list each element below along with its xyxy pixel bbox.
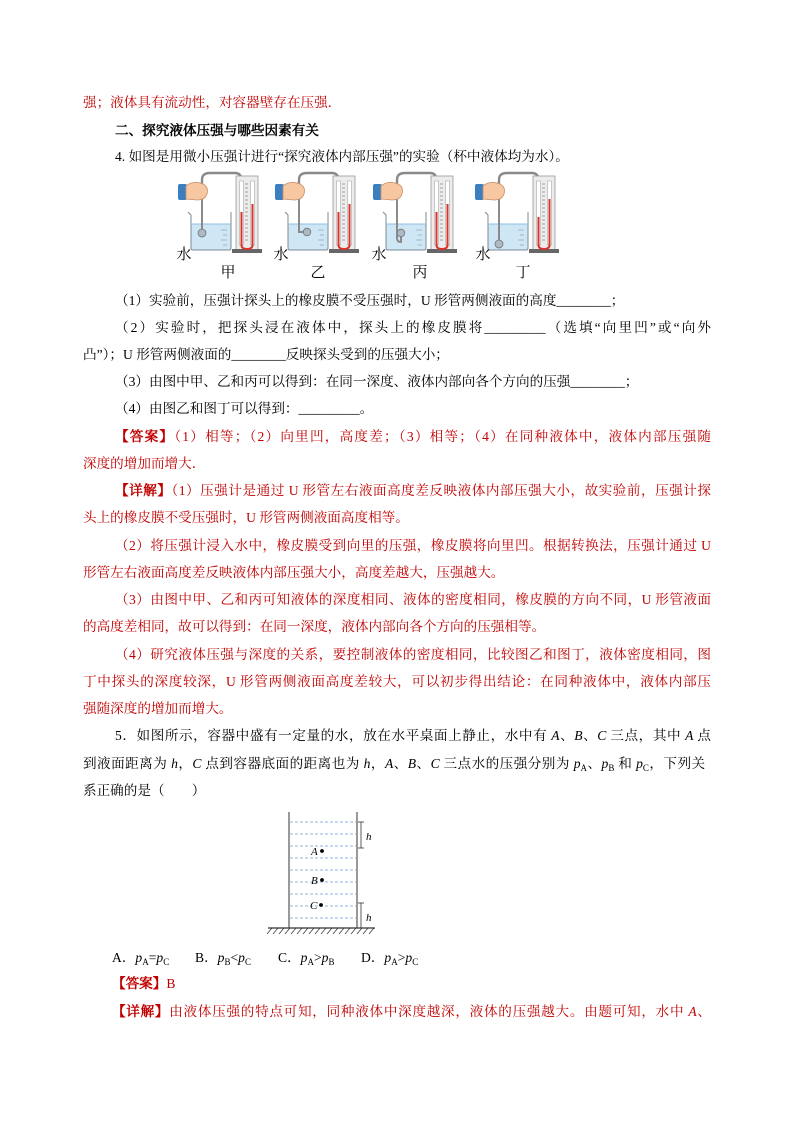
option-d: D．$p_A>p_C$: [361, 950, 419, 967]
stem-text: 、: [587, 756, 602, 771]
answer-text: （1）相等；（2）向里凹，高度差；（3）相等；（4）在同种液体中，液体内部压强随: [174, 429, 711, 444]
table-surface: [267, 928, 375, 934]
point-a: A: [685, 728, 694, 743]
stem-text: 、: [559, 728, 575, 743]
point-a-label: A: [311, 846, 318, 858]
stem-text: 三点，其中: [606, 728, 686, 743]
rubber-tube: [299, 173, 339, 192]
q4-explanation-p4-line-2: 丁中探头的深度较深，U 形管两侧液面高度差较大，可以初步得出结论：在同种液体中，液体内部压: [83, 674, 711, 689]
point-b: B: [574, 728, 583, 743]
caption-bing: 丙: [412, 265, 428, 281]
q4-part-2-line-1: （2）实验时，把探头浸在液体中，探头上的橡皮膜将_________（选填“向里凹”或“向外: [115, 320, 711, 335]
apparatus-yi: [273, 173, 359, 281]
u-tube-manometer: [329, 176, 359, 253]
depth-label-bottom: h: [366, 912, 372, 924]
depth-label-top: h: [366, 831, 372, 843]
caption-jia: 甲: [220, 265, 236, 281]
u-tube-manometer: [232, 176, 262, 253]
q4-answer-line-1: [115, 427, 711, 447]
q4-explanation-p3-line-1: （3）由图中甲、乙和丙可知液体的深度相同、液体的密度相同，橡皮膜的方向不同，U 形管液面: [115, 592, 711, 607]
apparatus-bing: [371, 173, 457, 281]
stem-text: 和: [614, 756, 637, 771]
q4-part-1: （1）实验前，压强计探头上的橡皮膜不受压强时，U 形管两侧液面的高度________；: [115, 293, 625, 308]
stem-text: 、: [416, 756, 431, 771]
point-a: A: [688, 1004, 697, 1019]
q4-explanation-p4-line-1: （4）研究液体压强与深度的关系，要控制液体的密度相同，比较图乙和图丁，液体密度相同，图: [115, 647, 711, 662]
rubber-tube: [397, 173, 437, 192]
depth-h: h: [171, 756, 178, 771]
q5-options: [112, 948, 712, 968]
q5-figure: [260, 805, 382, 939]
stem-text: 点: [693, 728, 711, 743]
probe: [397, 229, 405, 237]
q4-answer-line-2: 深度的增加而增大．: [83, 456, 206, 471]
q4-explanation-p4-line-3: 强随深度的增加而增大。: [83, 701, 233, 716]
stem-text: 5．如图所示，容器中盛有一定量的水，放在水平桌面上静止，水中有: [115, 728, 552, 743]
hand-icon: [475, 182, 505, 200]
pressure-subscript: C: [642, 763, 649, 773]
stem-text: 、: [393, 756, 408, 771]
caption-yi: 乙: [310, 265, 326, 281]
rubber-tube: [202, 173, 242, 192]
pressure-symbol: p: [601, 756, 609, 771]
point-b-label: B: [311, 875, 318, 887]
explanation-tag: 【详解】: [112, 1004, 170, 1019]
point-c: C: [430, 756, 440, 771]
u-tube-manometer: [427, 176, 457, 253]
answer-tag: 【答案】: [112, 976, 167, 991]
beaker: [485, 212, 528, 250]
q4-part-2-line-2: 凸”）；U 形管两侧液面的________反映探头受到的压强大小；: [83, 347, 449, 362]
stem-text: ，: [370, 756, 385, 771]
pressure-symbol: p: [573, 756, 581, 771]
section-heading: 二、探究液体压强与哪些因素有关: [115, 123, 319, 138]
water: [488, 224, 528, 250]
option-b: B．$p_B<p_C$: [195, 950, 251, 967]
explanation-text: 、: [696, 1004, 712, 1019]
probe: [303, 228, 311, 236]
answer-tag: 【答案】: [115, 429, 175, 444]
q5-explanation-line-1: [112, 1002, 711, 1022]
option-c: C．$p_A>p_B$: [278, 950, 335, 967]
q4-explanation-p2-line-2: 形管左右液面高度差反映液体内部压强大小，高度差越大，压强越大。: [83, 565, 505, 580]
water: [191, 224, 231, 250]
depth-dimension-bottom: [358, 903, 364, 928]
explanation-text: （1）压强计是通过 U 形管左右液面高度差反映液体内部压强大小，故实验前，压强计探: [171, 483, 712, 498]
hand-icon: [178, 182, 208, 200]
q4-explanation-p2-line-1: （2）将压强计浸入水中，橡皮膜受到向里的压强，橡皮膜将向里凹。根据转换法，压强计通过 U: [115, 538, 711, 553]
liquid-label: 水: [475, 247, 491, 263]
q5-stem-line-1: [115, 726, 711, 746]
apparatus-ding: [475, 173, 559, 281]
stem-text: 点到容器底面的距离也为: [201, 756, 364, 771]
q4-part-4: （4）由图乙和图丁可以得到：_________。: [115, 401, 374, 416]
u-tube-manometer: [529, 176, 559, 253]
point-c: C: [192, 756, 202, 771]
point-a: A: [384, 756, 394, 771]
stem-text: ，下列关: [648, 756, 706, 771]
q5-answer: [112, 974, 412, 994]
caption-ding: 丁: [515, 265, 531, 281]
point-b-dot: [320, 878, 324, 882]
option-a: A．$p_A=p_C$: [112, 950, 170, 967]
q5-stem-line-2: [83, 754, 705, 774]
q5-stem-line-3: 系正确的是（ ）: [83, 783, 206, 798]
q4-figure: [175, 172, 567, 284]
water: [288, 224, 328, 250]
depth-h: h: [363, 756, 371, 771]
pressure-subscript: A: [580, 763, 588, 773]
q4-explanation-p1-line-2: 头上的橡皮膜不受压强时，U 形管两侧液面高度相等。: [83, 510, 409, 525]
q4-explanation-p3-line-2: 的高度差相同，故可以得到：在同一深度，液体内部向各个方向的压强相等。: [83, 619, 546, 634]
q4-stem: 4. 如图是用微小压强计进行“探究液体内部压强”的实验（杯中液体均为水）。: [115, 149, 569, 164]
point-a: A: [551, 728, 560, 743]
q4-explanation-p1-line-1: [115, 481, 711, 501]
q4-part-3: （3）由图中甲、乙和丙可以得到：在同一深度、液体内部向各个方向的压强________；: [115, 374, 639, 389]
pressure-symbol: p: [636, 756, 643, 771]
stem-text: 、: [582, 728, 598, 743]
previous-answer-tail: 强；液体具有流动性，对容器壁存在压强．: [83, 95, 342, 110]
point-b: B: [407, 756, 417, 771]
point-a-dot: [320, 849, 324, 853]
rubber-tube: [499, 173, 539, 192]
water: [386, 224, 426, 250]
pressure-subscript: B: [608, 763, 615, 773]
probe: [198, 229, 206, 237]
explanation-tag: 【详解】: [115, 483, 172, 498]
answer-value: B: [166, 976, 176, 991]
water-lines: [290, 822, 356, 918]
hand-icon: [373, 182, 403, 200]
apparatus-jia: [176, 173, 262, 281]
stem-text: 到液面距离为: [83, 756, 172, 771]
liquid-label: 水: [371, 247, 387, 263]
stem-text: 三点水的压强分别为: [439, 756, 574, 771]
depth-dimension-top: [358, 822, 364, 848]
point-c-label: C: [310, 900, 318, 912]
explanation-text: 由液体压强的特点可知，同种液体中深度越深，液体的压强越大。由题可知，水中: [169, 1004, 689, 1019]
stem-text: ，: [177, 756, 193, 771]
hand-icon: [275, 182, 305, 200]
liquid-label: 水: [176, 247, 192, 263]
probe: [495, 240, 503, 248]
beaker: [188, 212, 231, 250]
liquid-label: 水: [273, 247, 289, 263]
point-c-dot: [319, 903, 323, 907]
point-c: C: [597, 728, 607, 743]
